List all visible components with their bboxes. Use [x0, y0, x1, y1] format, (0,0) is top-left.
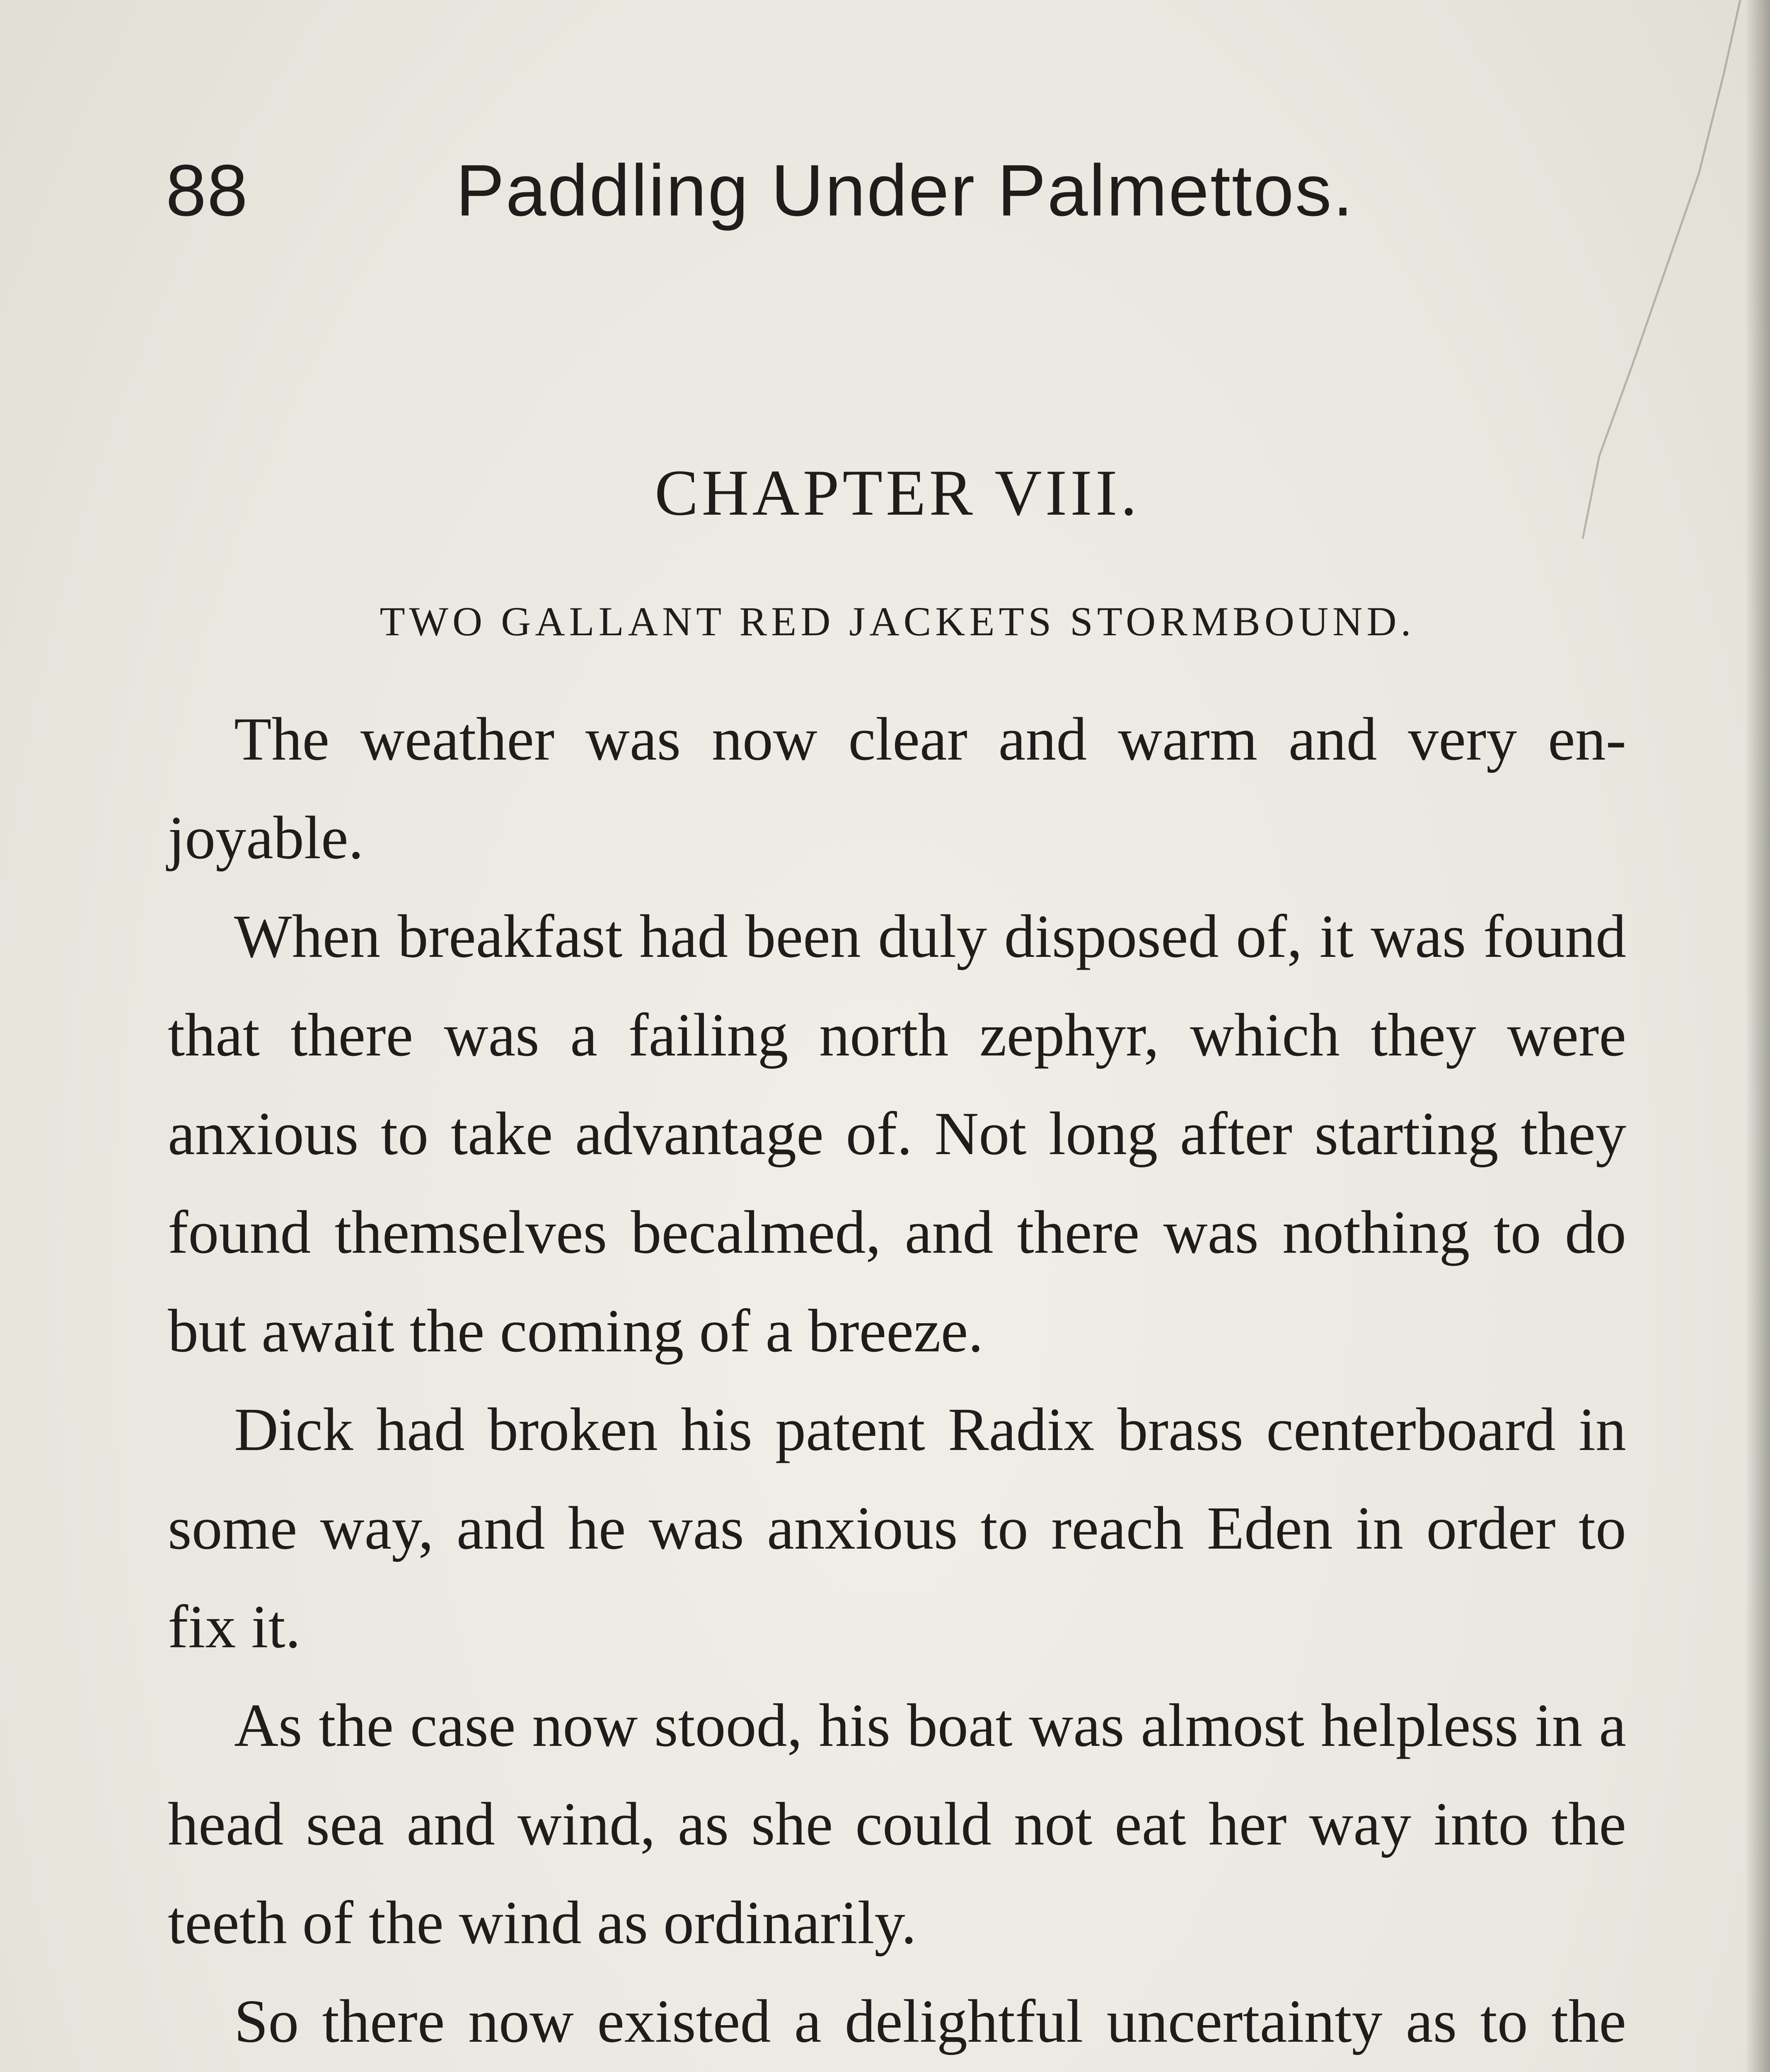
page-edge-shadow: [1745, 0, 1770, 2072]
paragraph: When breakfast had been duly disposed of, it was found that there was a failing north zephyr, which they were anxious to take advantage of. Not long after starting they found themselves becalmed, and there was nothing to do but await the coming of a breeze.: [168, 903, 1626, 1365]
running-header: [166, 137, 1624, 244]
paragraph: As the case now stood, his boat was almost helpless in a head sea and wind, as she could not eat her way into the teeth of the wind as ordinarily.: [168, 1692, 1626, 1957]
body-text: [168, 690, 1626, 2072]
page-number: 88: [166, 150, 249, 231]
paragraph: So there now existed a delightful uncertainty as to the: [234, 1987, 1626, 2055]
running-title: Paddling Under Palmettos.: [456, 150, 1354, 231]
paragraph: The weather was now clear and warm and very enjoyable.: [168, 705, 1626, 872]
chapter-subtitle: TWO GALLANT RED JACKETS STORMBOUND.: [380, 598, 1415, 644]
paragraph: Dick had broken his patent Radix brass centerboard in some way, and he was anxious to reach Eden in order to fix it.: [168, 1396, 1626, 1661]
chapter-heading: CHAPTER VIII.: [655, 457, 1140, 529]
